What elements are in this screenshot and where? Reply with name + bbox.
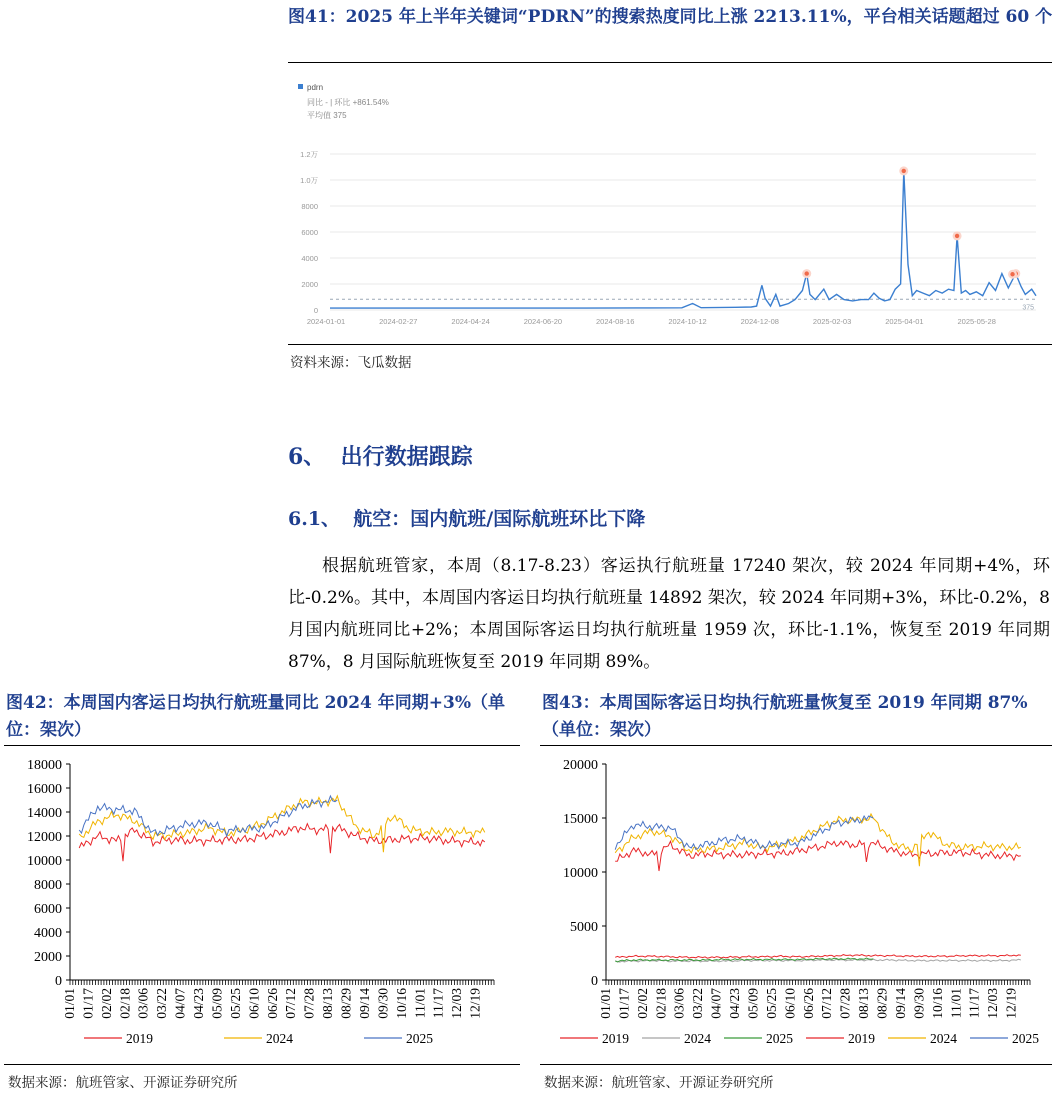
y-tick-label: 15000 (563, 812, 598, 827)
x-tick-label: 06/26 (800, 988, 816, 1019)
series-line-2019 (79, 824, 485, 862)
x-tick-label: 09/14 (892, 988, 908, 1019)
y-tick-label: 10000 (563, 866, 598, 881)
x-tick-label: 03/22 (690, 988, 706, 1019)
legend-label: 2019 (126, 1031, 153, 1046)
legend-label: 2025 (1012, 1031, 1039, 1046)
x-tick-label: 09/30 (911, 988, 927, 1019)
peak-marker (1010, 272, 1014, 276)
x-tick-label: 02/18 (653, 988, 669, 1019)
legend-label: 2019 (602, 1031, 629, 1046)
x-tick-label: 11/17 (430, 988, 446, 1019)
y-tick-label: 0 (591, 974, 598, 989)
average-label: 375 (1022, 304, 1034, 312)
figure-43-top-rule (540, 745, 1052, 746)
y-tick-label: 2000 (301, 280, 318, 289)
x-tick-label: 06/26 (264, 988, 280, 1019)
x-tick-label: 09/14 (356, 988, 372, 1019)
figure-42-chart (4, 748, 520, 1063)
y-tick-label: 8000 (301, 202, 318, 211)
x-tick-label: 05/09 (209, 988, 225, 1019)
legend-label: 2019 (848, 1031, 875, 1046)
y-tick-label: 4000 (34, 926, 62, 941)
y-tick-label: 6000 (34, 902, 62, 917)
x-tick-label: 04/23 (727, 988, 743, 1019)
x-tick-label: 12/19 (1003, 988, 1019, 1019)
x-tick-label: 02/02 (98, 988, 114, 1019)
x-tick-label: 2024-06-20 (523, 317, 563, 326)
y-tick-label: 1.0万 (300, 176, 318, 185)
series-line-2024 (79, 796, 485, 852)
figure-41-source: 资料来源：飞瓜数据 (290, 355, 412, 371)
legend-label: 2024 (266, 1031, 293, 1046)
x-tick-label: 10/16 (929, 988, 945, 1019)
y-tick-label: 5000 (570, 920, 598, 935)
y-tick-label: 18000 (27, 758, 62, 773)
stats-line-1: 同比 - | 环比 +861.54% (307, 98, 389, 107)
body-paragraph (288, 550, 1050, 678)
y-tick-label: 0 (313, 306, 318, 315)
x-tick-label: 07/12 (819, 988, 835, 1019)
x-tick-label: 05/25 (763, 988, 779, 1019)
x-tick-label: 01/01 (598, 988, 613, 1019)
section-6-heading: 6、 出行数据跟踪 (288, 444, 473, 470)
y-tick-label: 2000 (34, 950, 62, 965)
x-tick-label: 11/17 (966, 988, 982, 1019)
x-tick-label: 01/01 (62, 988, 77, 1019)
y-tick-label: 0 (55, 974, 62, 989)
figure-43-bottom-rule (540, 1064, 1052, 1065)
figure-43-chart (540, 748, 1056, 1063)
y-tick-label: 8000 (34, 878, 62, 893)
y-tick-label: 6000 (301, 228, 318, 237)
x-tick-label: 2024-01-01 (306, 317, 346, 326)
x-tick-label: 08/29 (874, 988, 890, 1019)
x-tick-label: 2025-02-03 (812, 317, 852, 326)
figure-42-top-rule (4, 745, 520, 746)
figure-41-chart (290, 68, 1052, 340)
x-tick-label: 04/07 (708, 988, 724, 1019)
section-6-1-heading: 6.1、 航空：国内航班/国际航班环比下降 (288, 508, 646, 530)
series-line-2019 (615, 840, 1021, 871)
legend-label: 2024 (684, 1031, 711, 1046)
x-tick-label: 2024-02-27 (379, 317, 418, 326)
y-tick-label: 4000 (301, 254, 318, 263)
x-tick-label: 2024-12-08 (740, 317, 779, 326)
figure-42-title: 图42：本周国内客运日均执行航班量同比 2024 年同期+3%（单位：架次） (6, 693, 506, 740)
x-tick-label: 2025-04-01 (885, 317, 924, 326)
x-tick-label: 08/13 (856, 988, 872, 1019)
x-tick-label: 02/02 (634, 988, 650, 1019)
x-tick-label: 08/13 (320, 988, 336, 1019)
x-tick-label: 2025-05-28 (957, 317, 996, 326)
series-line-2025 (79, 796, 337, 836)
y-tick-label: 16000 (27, 782, 62, 797)
legend-label: 2025 (766, 1031, 793, 1046)
x-tick-label: 2024-08-16 (596, 317, 635, 326)
legend-label: 2025 (406, 1031, 433, 1046)
x-tick-label: 11/01 (948, 988, 964, 1019)
series-line-2019 (615, 955, 1021, 959)
x-tick-label: 03/06 (135, 988, 151, 1019)
x-tick-label: 05/25 (227, 988, 243, 1019)
x-tick-label: 06/10 (246, 988, 262, 1019)
x-tick-label: 12/03 (985, 988, 1001, 1019)
peak-marker (805, 271, 809, 275)
x-tick-label: 12/03 (449, 988, 465, 1019)
figure-41-bottom-rule (288, 344, 1052, 345)
x-tick-label: 09/30 (375, 988, 391, 1019)
x-tick-label: 01/17 (616, 988, 632, 1019)
x-tick-label: 03/22 (154, 988, 170, 1019)
figure-42-bottom-rule (4, 1064, 520, 1065)
y-tick-label: 20000 (563, 758, 598, 773)
legend-label: 2024 (930, 1031, 957, 1046)
x-tick-label: 06/10 (782, 988, 798, 1019)
x-tick-label: 07/28 (837, 988, 853, 1019)
y-tick-label: 10000 (27, 854, 62, 869)
x-tick-label: 08/29 (338, 988, 354, 1019)
figure-43-source: 数据来源：航班管家、开源证券研究所 (544, 1075, 774, 1091)
legend-label: pdrn (307, 83, 324, 92)
figure-42-source: 数据来源：航班管家、开源证券研究所 (8, 1075, 238, 1091)
body-paragraph-text: 根据航班管家，本周（8.17-8.23）客运执行航班量 17240 架次，较 2024 年同期+4%，环比-0.2%。其中，本周国内客运日均执行航班量 14892 架次，较 2024 年同期+3%，环比-0.2%，8 月国内航班同比+2%；本周国际客运日均执行航班量 1959 次，环比-1.1%，恢复至 2019 年同期 87%，8 月国际航班恢复至 2019 年同期 89%。 (288, 556, 1050, 672)
x-tick-label: 11/01 (412, 988, 428, 1019)
x-tick-label: 04/23 (191, 988, 207, 1019)
x-tick-label: 03/06 (671, 988, 687, 1019)
figure-41-title: 图41：2025 年上半年关键词“PDRN”的搜索热度同比上涨 2213.11%，平台相关话题超过 60 个 (288, 7, 1053, 27)
legend-swatch (298, 84, 303, 89)
x-tick-label: 2024-10-12 (668, 317, 707, 326)
stats-line-2: 平均值 375 (307, 111, 347, 120)
x-tick-label: 2024-04-24 (451, 317, 490, 326)
x-tick-label: 02/18 (117, 988, 133, 1019)
y-tick-label: 14000 (27, 806, 62, 821)
x-tick-label: 07/12 (283, 988, 299, 1019)
y-tick-label: 12000 (27, 830, 62, 845)
figure-43-title: 图43：本周国际客运日均执行航班量恢复至 2019 年同期 87%（单位：架次） (542, 693, 1028, 740)
x-tick-label: 01/17 (80, 988, 96, 1019)
series-line-2024 (615, 814, 1021, 866)
x-tick-label: 07/28 (301, 988, 317, 1019)
x-tick-label: 05/09 (745, 988, 761, 1019)
x-tick-label: 10/16 (393, 988, 409, 1019)
y-tick-label: 1.2万 (300, 150, 318, 159)
peak-marker (955, 234, 959, 238)
peak-marker (902, 169, 906, 173)
x-tick-label: 04/07 (172, 988, 188, 1019)
x-tick-label: 12/19 (467, 988, 483, 1019)
figure-41-top-rule (288, 62, 1052, 63)
